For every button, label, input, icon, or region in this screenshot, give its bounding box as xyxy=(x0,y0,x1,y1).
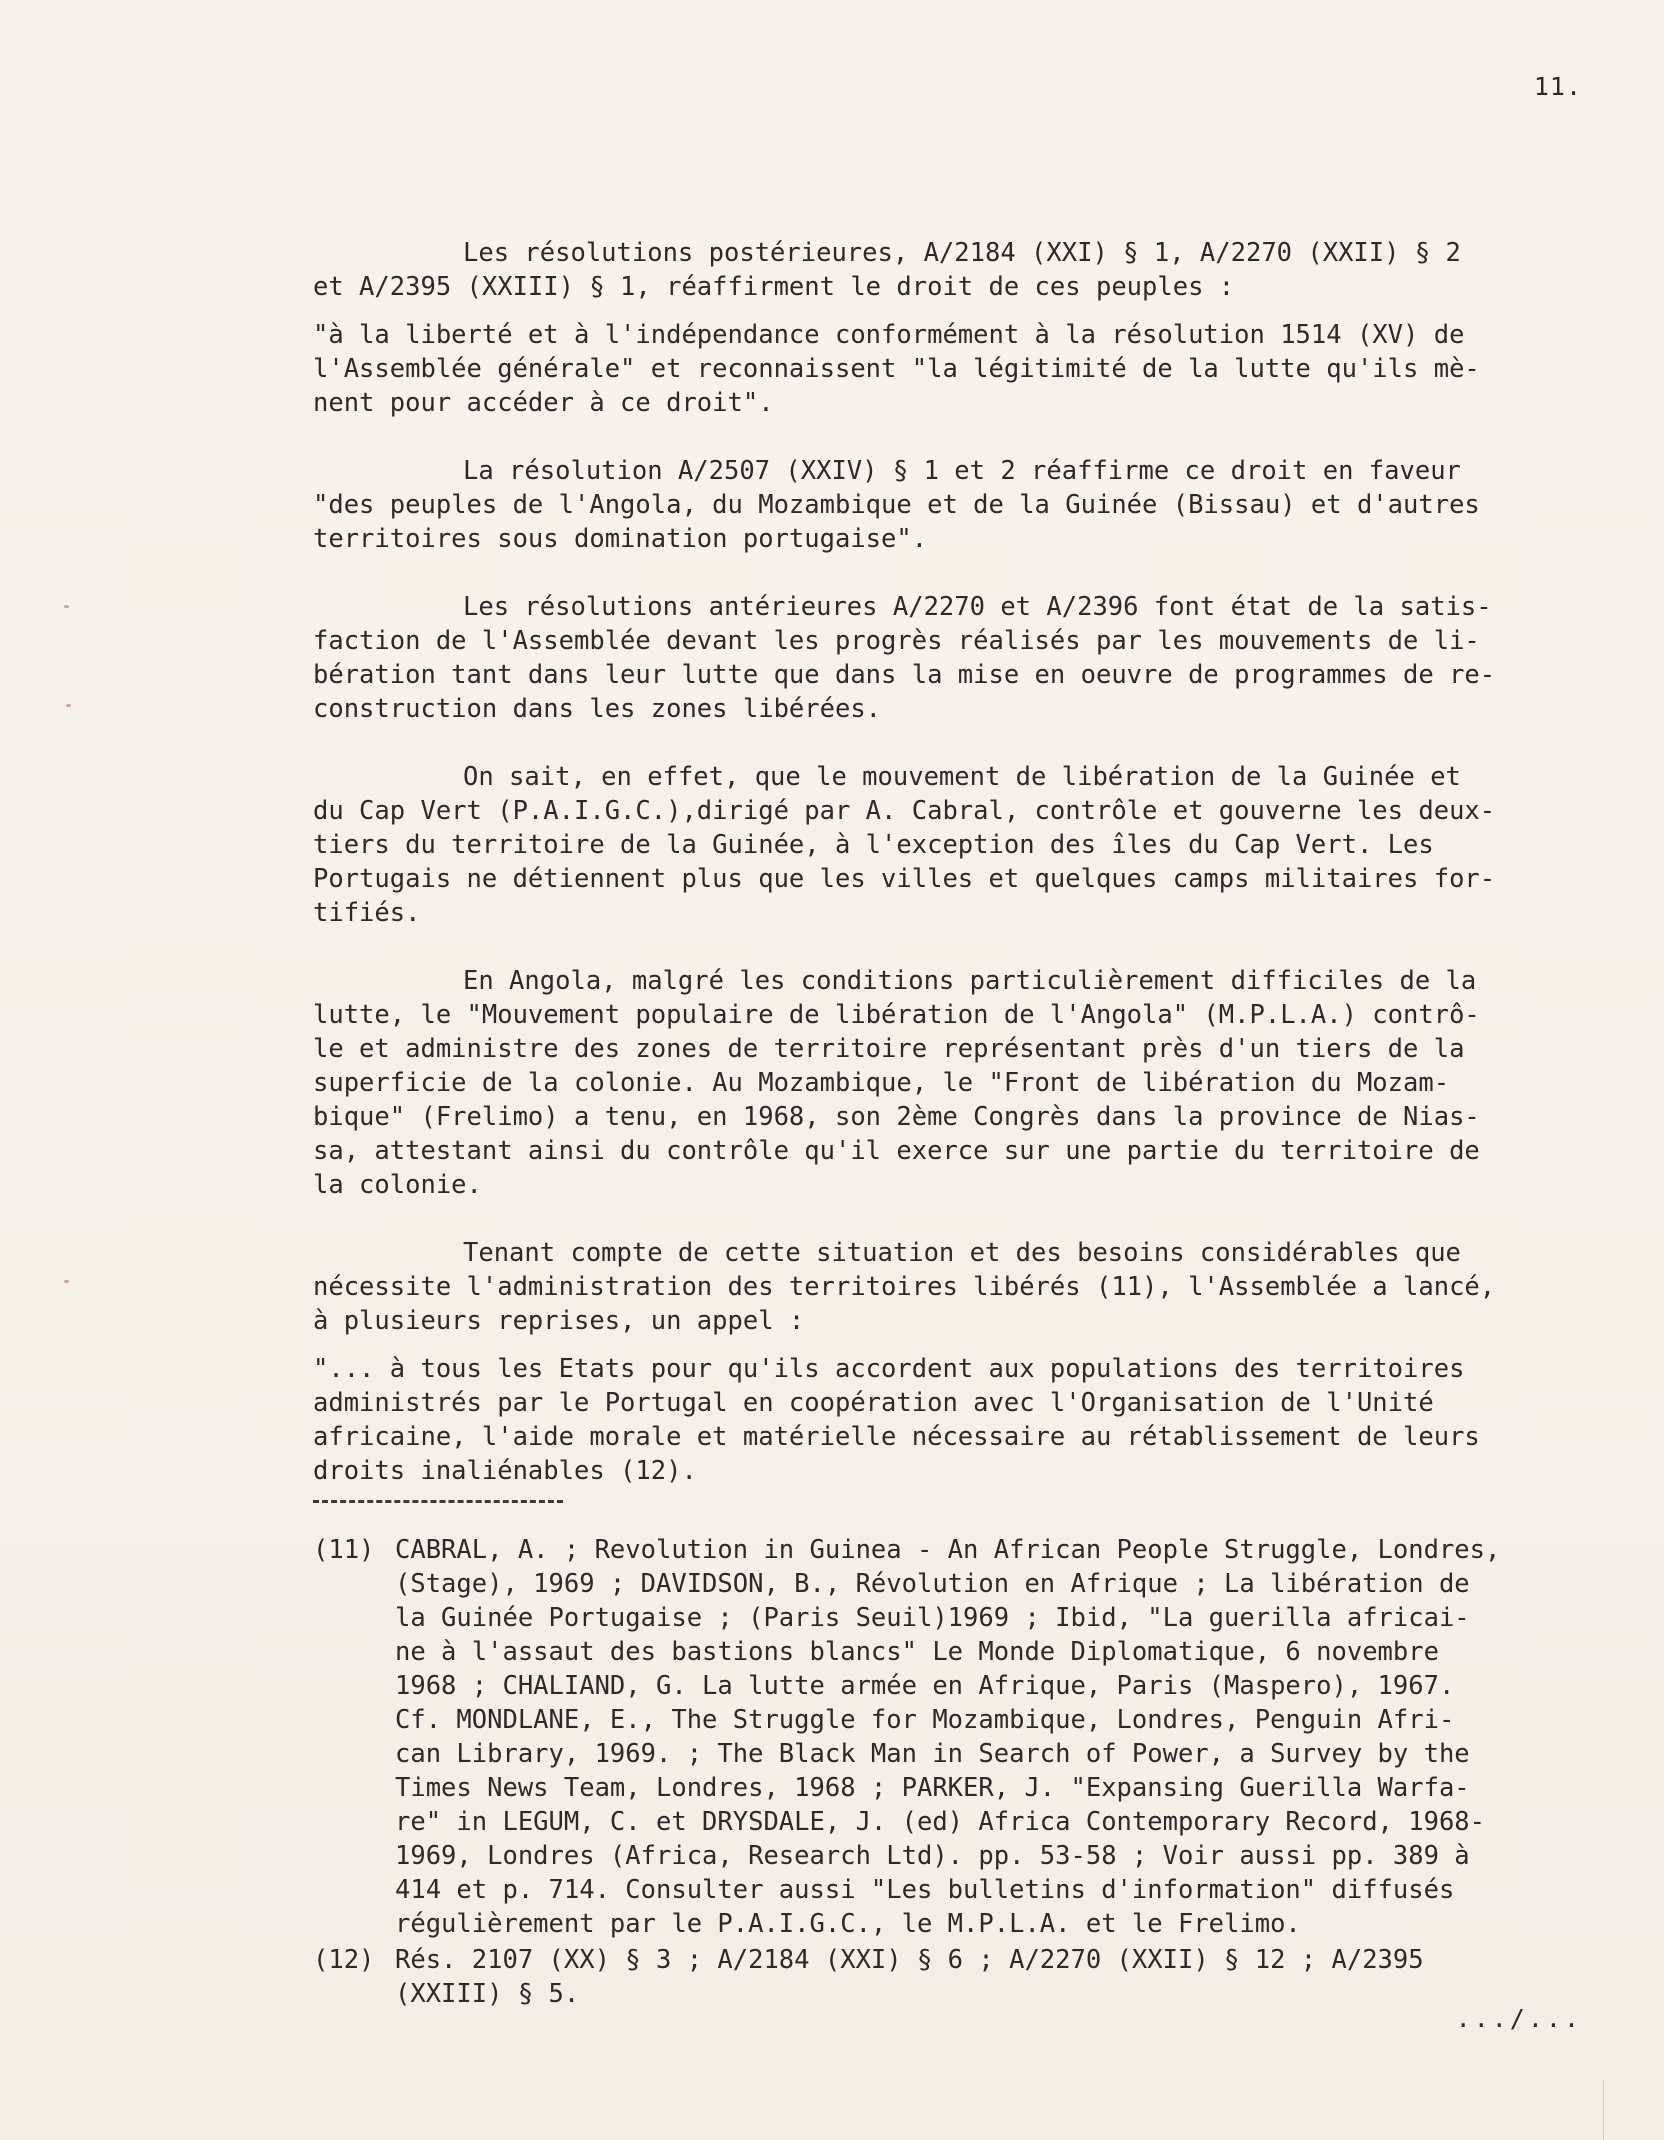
text-line: En Angola, malgré les conditions particulièrement difficiles de la xyxy=(463,966,1477,996)
footnote-line: Rés. 2107 (XX) § 3 ; A/2184 (XXI) § 6 ; A/2270 (XXII) § 12 ; A/2395 xyxy=(395,1945,1424,1975)
footnote-number: (11) xyxy=(313,1535,375,1565)
text-line: Portugais ne détiennent plus que les villes et quelques camps militaires for- xyxy=(313,864,1496,894)
text-line: Les résolutions postérieures, A/2184 (XXI) § 1, A/2270 (XXII) § 2 xyxy=(463,238,1461,268)
continuation-mark: .../... xyxy=(1455,2004,1582,2033)
paragraph xyxy=(313,454,1605,556)
text-line: le et administre des zones de territoire représentant près d'un tiers de la xyxy=(313,1034,1465,1064)
text-line: faction de l'Assemblée devant les progrès réalisés par les mouvements de li- xyxy=(313,626,1480,656)
text-line: à plusieurs reprises, un appel : xyxy=(313,1306,805,1336)
footnote-line: can Library, 1969. ; The Black Man in Search of Power, a Survey by the xyxy=(395,1739,1470,1769)
text-line: lutte, le "Mouvement populaire de libération de l'Angola" (M.P.L.A.) contrô- xyxy=(313,1000,1480,1030)
page-number: 11. xyxy=(1533,72,1582,101)
quoted-paragraph xyxy=(313,1352,1605,1488)
footnote-line: régulièrement par le P.A.I.G.C., le M.P.L.A. et le Frelimo. xyxy=(395,1909,1301,1939)
text-line: l'Assemblée générale" et reconnaissent "la légitimité de la lutte qu'ils mè- xyxy=(313,354,1480,384)
footnote-line: ne à l'assaut des bastions blancs" Le Monde Diplomatique, 6 novembre xyxy=(395,1637,1439,1667)
text-line: Les résolutions antérieures A/2270 et A/2396 font état de la satis- xyxy=(463,592,1492,622)
text-line: territoires sous domination portugaise". xyxy=(313,524,928,554)
footnote-separator xyxy=(313,1500,563,1503)
footnote-line: 1969, Londres (Africa, Research Ltd). pp. 53-58 ; Voir aussi pp. 389 à xyxy=(395,1841,1470,1871)
text-line: et A/2395 (XXIII) § 1, réaffirment le droit de ces peuples : xyxy=(313,272,1235,302)
text-line: tifiés. xyxy=(313,898,421,928)
text-line: "à la liberté et à l'indépendance conformément à la résolution 1514 (XV) de xyxy=(313,320,1465,350)
text-line: la colonie. xyxy=(313,1170,482,1200)
text-line: bique" (Frelimo) a tenu, en 1968, son 2ème Congrès dans la province de Nias- xyxy=(313,1102,1480,1132)
text-line: sa, attestant ainsi du contrôle qu'il exerce sur une partie du territoire de xyxy=(313,1136,1480,1166)
paragraph xyxy=(313,964,1605,1202)
text-line: Tenant compte de cette situation et des besoins considérables que xyxy=(463,1238,1461,1268)
footnote-line: 1968 ; CHALIAND, G. La lutte armée en Afrique, Paris (Maspero), 1967. xyxy=(395,1671,1455,1701)
text-line: On sait, en effet, que le mouvement de libération de la Guinée et xyxy=(463,762,1461,792)
main-text xyxy=(313,236,1605,2013)
page-corner xyxy=(1603,2080,1664,2140)
text-line: superficie de la colonie. Au Mozambique, le "Front de libération du Mozam- xyxy=(313,1068,1450,1098)
paragraph xyxy=(313,590,1605,726)
footnote-line: Cf. MONDLANE, E., The Struggle for Mozambique, Londres, Penguin Afri- xyxy=(395,1705,1455,1735)
text-line: "des peuples de l'Angola, du Mozambique et de la Guinée (Bissau) et d'autres xyxy=(313,490,1480,520)
margin-mark xyxy=(66,704,71,707)
footnote-line: re" in LEGUM, C. et DRYSDALE, J. (ed) Africa Contemporary Record, 1968- xyxy=(395,1807,1486,1837)
text-line: construction dans les zones libérées. xyxy=(313,694,882,724)
footnote-line: (XXIII) § 5. xyxy=(395,1979,580,2009)
text-line: La résolution A/2507 (XXIV) § 1 et 2 réaffirme ce droit en faveur xyxy=(463,456,1461,486)
footnote xyxy=(313,1533,1605,1941)
text-line: administrés par le Portugal en coopération avec l'Organisation de l'Unité xyxy=(313,1388,1434,1418)
footnote-line: 414 et p. 714. Consulter aussi "Les bulletins d'information" diffusés xyxy=(395,1875,1455,1905)
quoted-paragraph xyxy=(313,318,1605,420)
footnote-line: la Guinée Portugaise ; (Paris Seuil)1969 ; Ibid, "La guerilla africai- xyxy=(395,1603,1470,1633)
footnote xyxy=(313,1943,1605,2011)
text-line: africaine, l'aide morale et matérielle nécessaire au rétablissement de leurs xyxy=(313,1422,1480,1452)
footnotes xyxy=(313,1533,1605,2011)
footnote-line: CABRAL, A. ; Revolution in Guinea - An African People Struggle, Londres, xyxy=(395,1535,1501,1565)
margin-mark xyxy=(64,605,69,608)
text-line: droits inaliénables (12). xyxy=(313,1456,697,1486)
paragraph xyxy=(313,236,1605,304)
paragraph xyxy=(313,760,1605,930)
footnote-line: Times News Team, Londres, 1968 ; PARKER, J. "Expansing Guerilla Warfa- xyxy=(395,1773,1470,1803)
footnote-number: (12) xyxy=(313,1945,375,1975)
text-line: "... à tous les Etats pour qu'ils accordent aux populations des territoires xyxy=(313,1354,1465,1384)
text-line: nent pour accéder à ce droit". xyxy=(313,388,774,418)
paragraphs xyxy=(313,236,1605,1488)
text-line: tiers du territoire de la Guinée, à l'exception des îles du Cap Vert. Les xyxy=(313,830,1434,860)
text-line: nécessite l'administration des territoires libérés (11), l'Assemblée a lancé, xyxy=(313,1272,1496,1302)
text-line: bération tant dans leur lutte que dans la mise en oeuvre de programmes de re- xyxy=(313,660,1496,690)
paragraph xyxy=(313,1236,1605,1338)
text-line: du Cap Vert (P.A.I.G.C.),dirigé par A. Cabral, contrôle et gouverne les deux- xyxy=(313,796,1496,826)
margin-mark xyxy=(64,1280,69,1283)
footnote-line: (Stage), 1969 ; DAVIDSON, B., Révolution en Afrique ; La libération de xyxy=(395,1569,1470,1599)
